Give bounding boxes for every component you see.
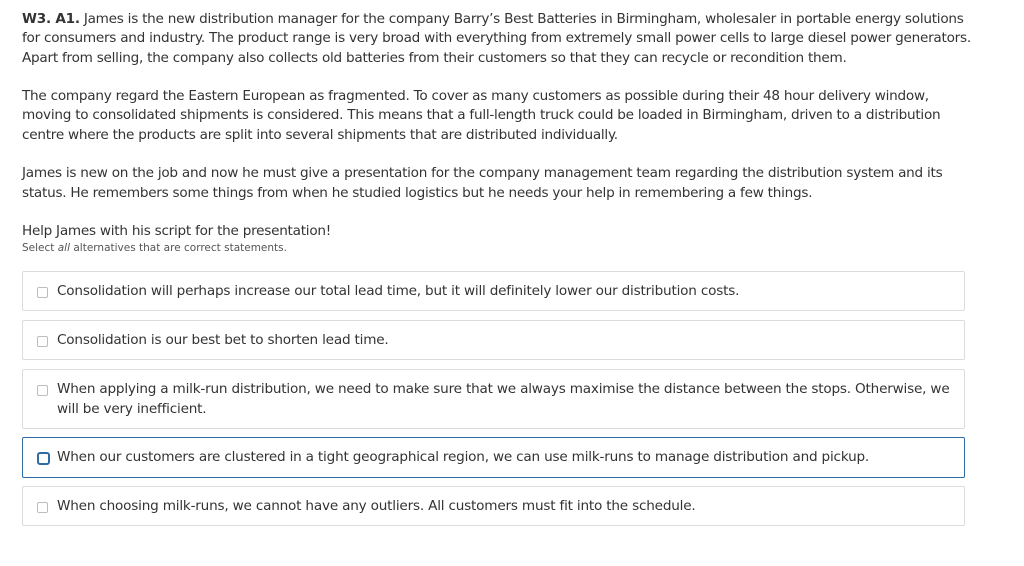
instruction-after: alternatives that are correct statements. — [70, 242, 287, 254]
answer-label-4[interactable]: When our customers are clustered in a tight geographical region, we can use milk-runs to manage distribution and pickup. — [57, 449, 870, 465]
answer-label-5[interactable]: When choosing milk-runs, we cannot have any outliers. All customers must fit into the schedule. — [57, 498, 696, 514]
question-paragraph-1-text: James is the new distribution manager for the company Barry’s Best Batteries in Birmingham, wholesaler in portable energy solutions for consumers and industry. The product range is very broad with everything from extremely small power cells to large diesel power generators. Apart from selling, the company also collects old batteries from their customers so that they can recycle or recondition them. — [22, 11, 971, 66]
answer-option-1[interactable] — [22, 271, 965, 311]
answer-option-5[interactable] — [22, 486, 965, 526]
answer-option-4[interactable] — [22, 437, 965, 478]
instruction-emphasis: all — [57, 242, 71, 254]
question-prompt: Help James with his script for the presentation! — [22, 223, 331, 239]
instruction-before: Select — [22, 242, 58, 254]
answer-checkbox-1[interactable] — [37, 287, 48, 298]
question-body — [22, 10, 982, 203]
answer-checkbox-2[interactable] — [37, 336, 48, 347]
question-id: W3. A1. — [22, 11, 80, 27]
answer-label-3[interactable]: When applying a milk-run distribution, we need to make sure that we always maximise the distance between the stops. Otherwise, we will be very inefficient. — [57, 381, 950, 417]
answer-label-2[interactable]: Consolidation is our best bet to shorten lead time. — [57, 332, 389, 348]
answer-checkbox-4[interactable] — [37, 452, 50, 465]
answer-option-3[interactable] — [22, 369, 965, 429]
answer-checkbox-3[interactable] — [37, 385, 48, 396]
question-paragraph-1 — [22, 10, 982, 68]
answer-label-1[interactable]: Consolidation will perhaps increase our total lead time, but it will definitely lower our distribution costs. — [57, 283, 740, 299]
select-instruction — [22, 241, 287, 255]
answer-option-2[interactable] — [22, 320, 965, 360]
question-paragraph-3: James is new on the job and now he must give a presentation for the company management team regarding the distribution system and its status. He remembers some things from when he studied logistics but he needs your help in remembering a few things. — [22, 165, 943, 201]
question-paragraph-2: The company regard the Eastern European as fragmented. To cover as many customers as possible during their 48 hour delivery window, moving to consolidated shipments is considered. This means that a full-length truck could be loaded in Birmingham, driven to a distribution centre where the products are split into several shipments that are distributed individually. — [22, 88, 941, 143]
answer-checkbox-5[interactable] — [37, 502, 48, 513]
